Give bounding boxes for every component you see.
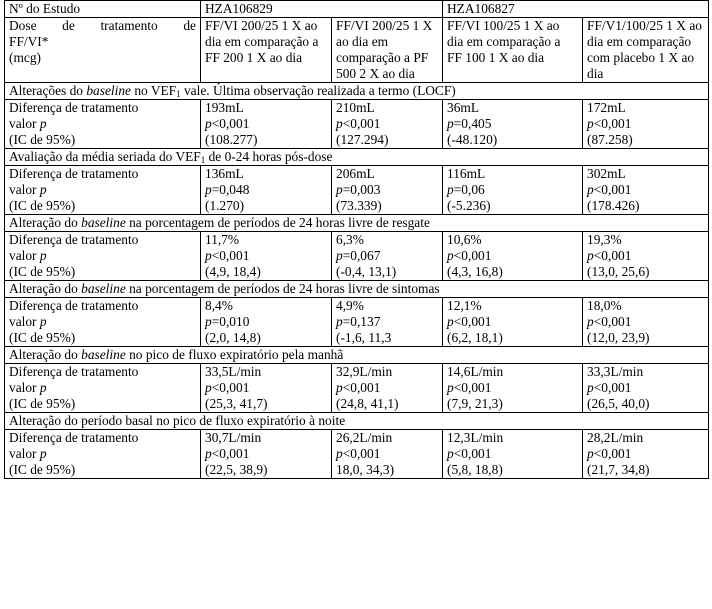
diff-label: Diferença de tratamento bbox=[9, 100, 139, 115]
result-cell bbox=[332, 166, 443, 215]
treatment-difference: 8,4% bbox=[205, 298, 233, 313]
treatment-difference: 33,3L/min bbox=[587, 364, 644, 379]
confidence-interval: (4,9, 18,4) bbox=[205, 264, 261, 279]
p-value: p<0,001 bbox=[447, 248, 492, 263]
treatment-difference: 4,9% bbox=[336, 298, 364, 313]
result-cell bbox=[443, 430, 583, 479]
result-cell bbox=[583, 232, 709, 281]
dose-col1: FF/VI 200/25 1 X ao dia em comparação a FF 200 1 X ao dia bbox=[201, 18, 332, 83]
confidence-interval: (5,8, 18,8) bbox=[447, 462, 503, 477]
section-title-title-pre: Alterações do bbox=[9, 83, 87, 98]
section-title-row bbox=[5, 149, 709, 166]
p-value-label: valor p bbox=[9, 182, 47, 197]
p-value: p=0,048 bbox=[205, 182, 250, 197]
result-row bbox=[5, 232, 709, 281]
section-title bbox=[5, 149, 709, 166]
treatment-difference: 36mL bbox=[447, 100, 480, 115]
treatment-difference: 12,1% bbox=[447, 298, 482, 313]
treatment-difference: 14,6L/min bbox=[447, 364, 504, 379]
result-cell bbox=[201, 100, 332, 149]
diff-label: Diferença de tratamento bbox=[9, 364, 139, 379]
p-value-label: valor p bbox=[9, 116, 47, 131]
p-value: p=0,067 bbox=[336, 248, 381, 263]
section-title bbox=[5, 83, 709, 100]
diff-label: Diferença de tratamento bbox=[9, 430, 139, 445]
result-cell bbox=[443, 100, 583, 149]
row-labels bbox=[5, 166, 201, 215]
confidence-interval: (4,3, 16,8) bbox=[447, 264, 503, 279]
result-cell bbox=[332, 298, 443, 347]
p-value: p=0,003 bbox=[336, 182, 381, 197]
section-title-title-mid: no VEF bbox=[130, 83, 177, 98]
dose-label-line2: FF/VI* bbox=[9, 34, 49, 49]
treatment-difference: 302mL bbox=[587, 166, 626, 181]
p-value: p<0,001 bbox=[447, 314, 492, 329]
confidence-interval: (127.294) bbox=[336, 132, 389, 147]
result-cell bbox=[583, 100, 709, 149]
p-value: p=0,405 bbox=[447, 116, 492, 131]
confidence-interval: (22,5, 38,9) bbox=[205, 462, 268, 477]
result-row bbox=[5, 166, 709, 215]
p-value: p<0,001 bbox=[587, 446, 632, 461]
result-row bbox=[5, 364, 709, 413]
section-title-title-italic: baseline bbox=[81, 215, 126, 230]
ci-label: (IC de 95%) bbox=[9, 330, 76, 345]
study-number-label: Nº do Estudo bbox=[5, 1, 201, 18]
treatment-difference: 18,0% bbox=[587, 298, 622, 313]
ci-label: (IC de 95%) bbox=[9, 264, 76, 279]
result-row bbox=[5, 100, 709, 149]
p-value: p<0,001 bbox=[336, 380, 381, 395]
p-value: p<0,001 bbox=[205, 446, 250, 461]
dose-col4: FF/V1/100/25 1 X ao dia em comparação com placebo 1 X ao dia bbox=[583, 18, 709, 83]
section-title-row bbox=[5, 83, 709, 100]
p-value: p<0,001 bbox=[336, 446, 381, 461]
treatment-difference: 193mL bbox=[205, 100, 244, 115]
section-title bbox=[5, 347, 709, 364]
diff-label: Diferença de tratamento bbox=[9, 232, 139, 247]
result-cell bbox=[201, 232, 332, 281]
section-title-title-pre: Alteração do bbox=[9, 347, 82, 362]
treatment-difference: 11,7% bbox=[205, 232, 240, 247]
section-title bbox=[5, 215, 709, 232]
study-hza106827: HZA106827 bbox=[443, 1, 709, 18]
result-cell bbox=[443, 364, 583, 413]
p-value-label: valor p bbox=[9, 446, 47, 461]
study-header-row bbox=[5, 1, 709, 18]
p-value: p<0,001 bbox=[205, 248, 250, 263]
confidence-interval: (108.277) bbox=[205, 132, 258, 147]
section-title-row bbox=[5, 413, 709, 430]
p-value: p<0,001 bbox=[587, 248, 632, 263]
section-title-title-pre: Alteração do período basal no pico de fluxo expiratório à noite bbox=[9, 413, 346, 428]
result-cell bbox=[583, 430, 709, 479]
confidence-interval: (26,5, 40,0) bbox=[587, 396, 650, 411]
section-title-title-mid: na porcentagem de períodos de 24 horas livre de resgate bbox=[125, 215, 430, 230]
result-cell bbox=[201, 430, 332, 479]
treatment-difference: 19,3% bbox=[587, 232, 622, 247]
section-title-title-pre: Alteração do bbox=[9, 281, 82, 296]
result-cell bbox=[443, 298, 583, 347]
result-cell bbox=[332, 364, 443, 413]
p-value: p<0,001 bbox=[587, 314, 632, 329]
p-value-label: valor p bbox=[9, 380, 47, 395]
result-cell bbox=[583, 166, 709, 215]
result-cell bbox=[443, 232, 583, 281]
confidence-interval: 18,0, 34,3) bbox=[336, 462, 395, 477]
result-cell bbox=[332, 430, 443, 479]
study-hza106829: HZA106829 bbox=[201, 1, 443, 18]
p-value: p=0,010 bbox=[205, 314, 250, 329]
confidence-interval: (2,0, 14,8) bbox=[205, 330, 261, 345]
confidence-interval: (178.426) bbox=[587, 198, 640, 213]
ci-label: (IC de 95%) bbox=[9, 132, 76, 147]
result-cell bbox=[201, 166, 332, 215]
treatment-difference: 210mL bbox=[336, 100, 375, 115]
treatment-difference: 26,2L/min bbox=[336, 430, 393, 445]
confidence-interval: (-1,6, 11,3 bbox=[336, 330, 392, 345]
p-value-label: valor p bbox=[9, 248, 47, 263]
result-cell bbox=[332, 232, 443, 281]
section-title-title-italic: baseline bbox=[81, 347, 126, 362]
confidence-interval: (-0,4, 13,1) bbox=[336, 264, 397, 279]
p-value: p<0,001 bbox=[205, 380, 250, 395]
treatment-difference: 206mL bbox=[336, 166, 375, 181]
confidence-interval: (13,0, 25,6) bbox=[587, 264, 650, 279]
row-labels bbox=[5, 100, 201, 149]
result-row bbox=[5, 430, 709, 479]
section-title-title-post: vale. Última observação realizada a termo (LOCF) bbox=[180, 83, 456, 98]
treatment-difference: 6,3% bbox=[336, 232, 364, 247]
confidence-interval: (-5.236) bbox=[447, 198, 491, 213]
p-value-label: valor p bbox=[9, 314, 47, 329]
p-value: p<0,001 bbox=[447, 446, 492, 461]
dose-col2: FF/VI 200/25 1 X ao dia em comparação a PF 500 2 X ao dia bbox=[332, 18, 443, 83]
section-title bbox=[5, 281, 709, 298]
treatment-difference: 136mL bbox=[205, 166, 244, 181]
section-title-title-mid: na porcentagem de períodos de 24 horas livre de sintomas bbox=[125, 281, 440, 296]
confidence-interval: (25,3, 41,7) bbox=[205, 396, 268, 411]
result-cell bbox=[583, 364, 709, 413]
row-labels bbox=[5, 364, 201, 413]
treatment-difference: 30,7L/min bbox=[205, 430, 262, 445]
diff-label: Diferença de tratamento bbox=[9, 166, 139, 181]
confidence-interval: (73.339) bbox=[336, 198, 382, 213]
dose-label-line3: (mcg) bbox=[9, 50, 41, 65]
p-value: p<0,001 bbox=[205, 116, 250, 131]
p-value: p<0,001 bbox=[447, 380, 492, 395]
p-value: p=0,06 bbox=[447, 182, 485, 197]
confidence-interval: (7,9, 21,3) bbox=[447, 396, 503, 411]
confidence-interval: (-48.120) bbox=[447, 132, 498, 147]
ci-label: (IC de 95%) bbox=[9, 396, 76, 411]
ci-label: (IC de 95%) bbox=[9, 198, 76, 213]
treatment-difference: 116mL bbox=[447, 166, 486, 181]
result-cell bbox=[332, 100, 443, 149]
result-row bbox=[5, 298, 709, 347]
section-title bbox=[5, 413, 709, 430]
section-title-title-sub: 1 bbox=[176, 89, 181, 99]
row-labels bbox=[5, 232, 201, 281]
treatment-difference: 28,2L/min bbox=[587, 430, 644, 445]
result-cell bbox=[201, 298, 332, 347]
ci-label: (IC de 95%) bbox=[9, 462, 76, 477]
section-title-title-mid: no pico de fluxo expiratório pela manhã bbox=[125, 347, 344, 362]
p-value: p<0,001 bbox=[587, 116, 632, 131]
confidence-interval: (1.270) bbox=[205, 198, 245, 213]
section-title-title-sub: 1 bbox=[200, 155, 206, 165]
section-title-title-italic: baseline bbox=[86, 83, 131, 98]
treatment-difference: 10,6% bbox=[447, 232, 482, 247]
section-title-row bbox=[5, 281, 709, 298]
confidence-interval: (12,0, 23,9) bbox=[587, 330, 650, 345]
treatment-difference: 33,5L/min bbox=[205, 364, 262, 379]
p-value: p=0,137 bbox=[336, 314, 381, 329]
efficacy-results-table bbox=[4, 0, 709, 479]
section-title-title-pre: Alteração do bbox=[9, 215, 82, 230]
p-value: p<0,001 bbox=[336, 116, 381, 131]
section-title-row bbox=[5, 215, 709, 232]
treatment-difference: 172mL bbox=[587, 100, 626, 115]
section-title-title-pre: Avaliação da média seriada do VEF bbox=[9, 149, 201, 164]
section-title-title-post: de 0-24 horas pós-dose bbox=[205, 149, 333, 164]
confidence-interval: (6,2, 18,1) bbox=[447, 330, 503, 345]
confidence-interval: (21,7, 34,8) bbox=[587, 462, 650, 477]
p-value: p<0,001 bbox=[587, 182, 632, 197]
p-value: p<0,001 bbox=[587, 380, 632, 395]
row-labels bbox=[5, 298, 201, 347]
dose-label-line1: Dose de tratamento de bbox=[9, 18, 196, 33]
dose-label bbox=[5, 18, 201, 83]
confidence-interval: (24,8, 41,1) bbox=[336, 396, 399, 411]
dose-header-row bbox=[5, 18, 709, 83]
dose-col3: FF/VI 100/25 1 X ao dia em comparação a FF 100 1 X ao dia bbox=[443, 18, 583, 83]
result-cell bbox=[583, 298, 709, 347]
row-labels bbox=[5, 430, 201, 479]
result-cell bbox=[201, 364, 332, 413]
section-title-row bbox=[5, 347, 709, 364]
diff-label: Diferença de tratamento bbox=[9, 298, 139, 313]
treatment-difference: 32,9L/min bbox=[336, 364, 393, 379]
treatment-difference: 12,3L/min bbox=[447, 430, 504, 445]
section-title-title-italic: baseline bbox=[81, 281, 126, 296]
confidence-interval: (87.258) bbox=[587, 132, 633, 147]
result-cell bbox=[443, 166, 583, 215]
